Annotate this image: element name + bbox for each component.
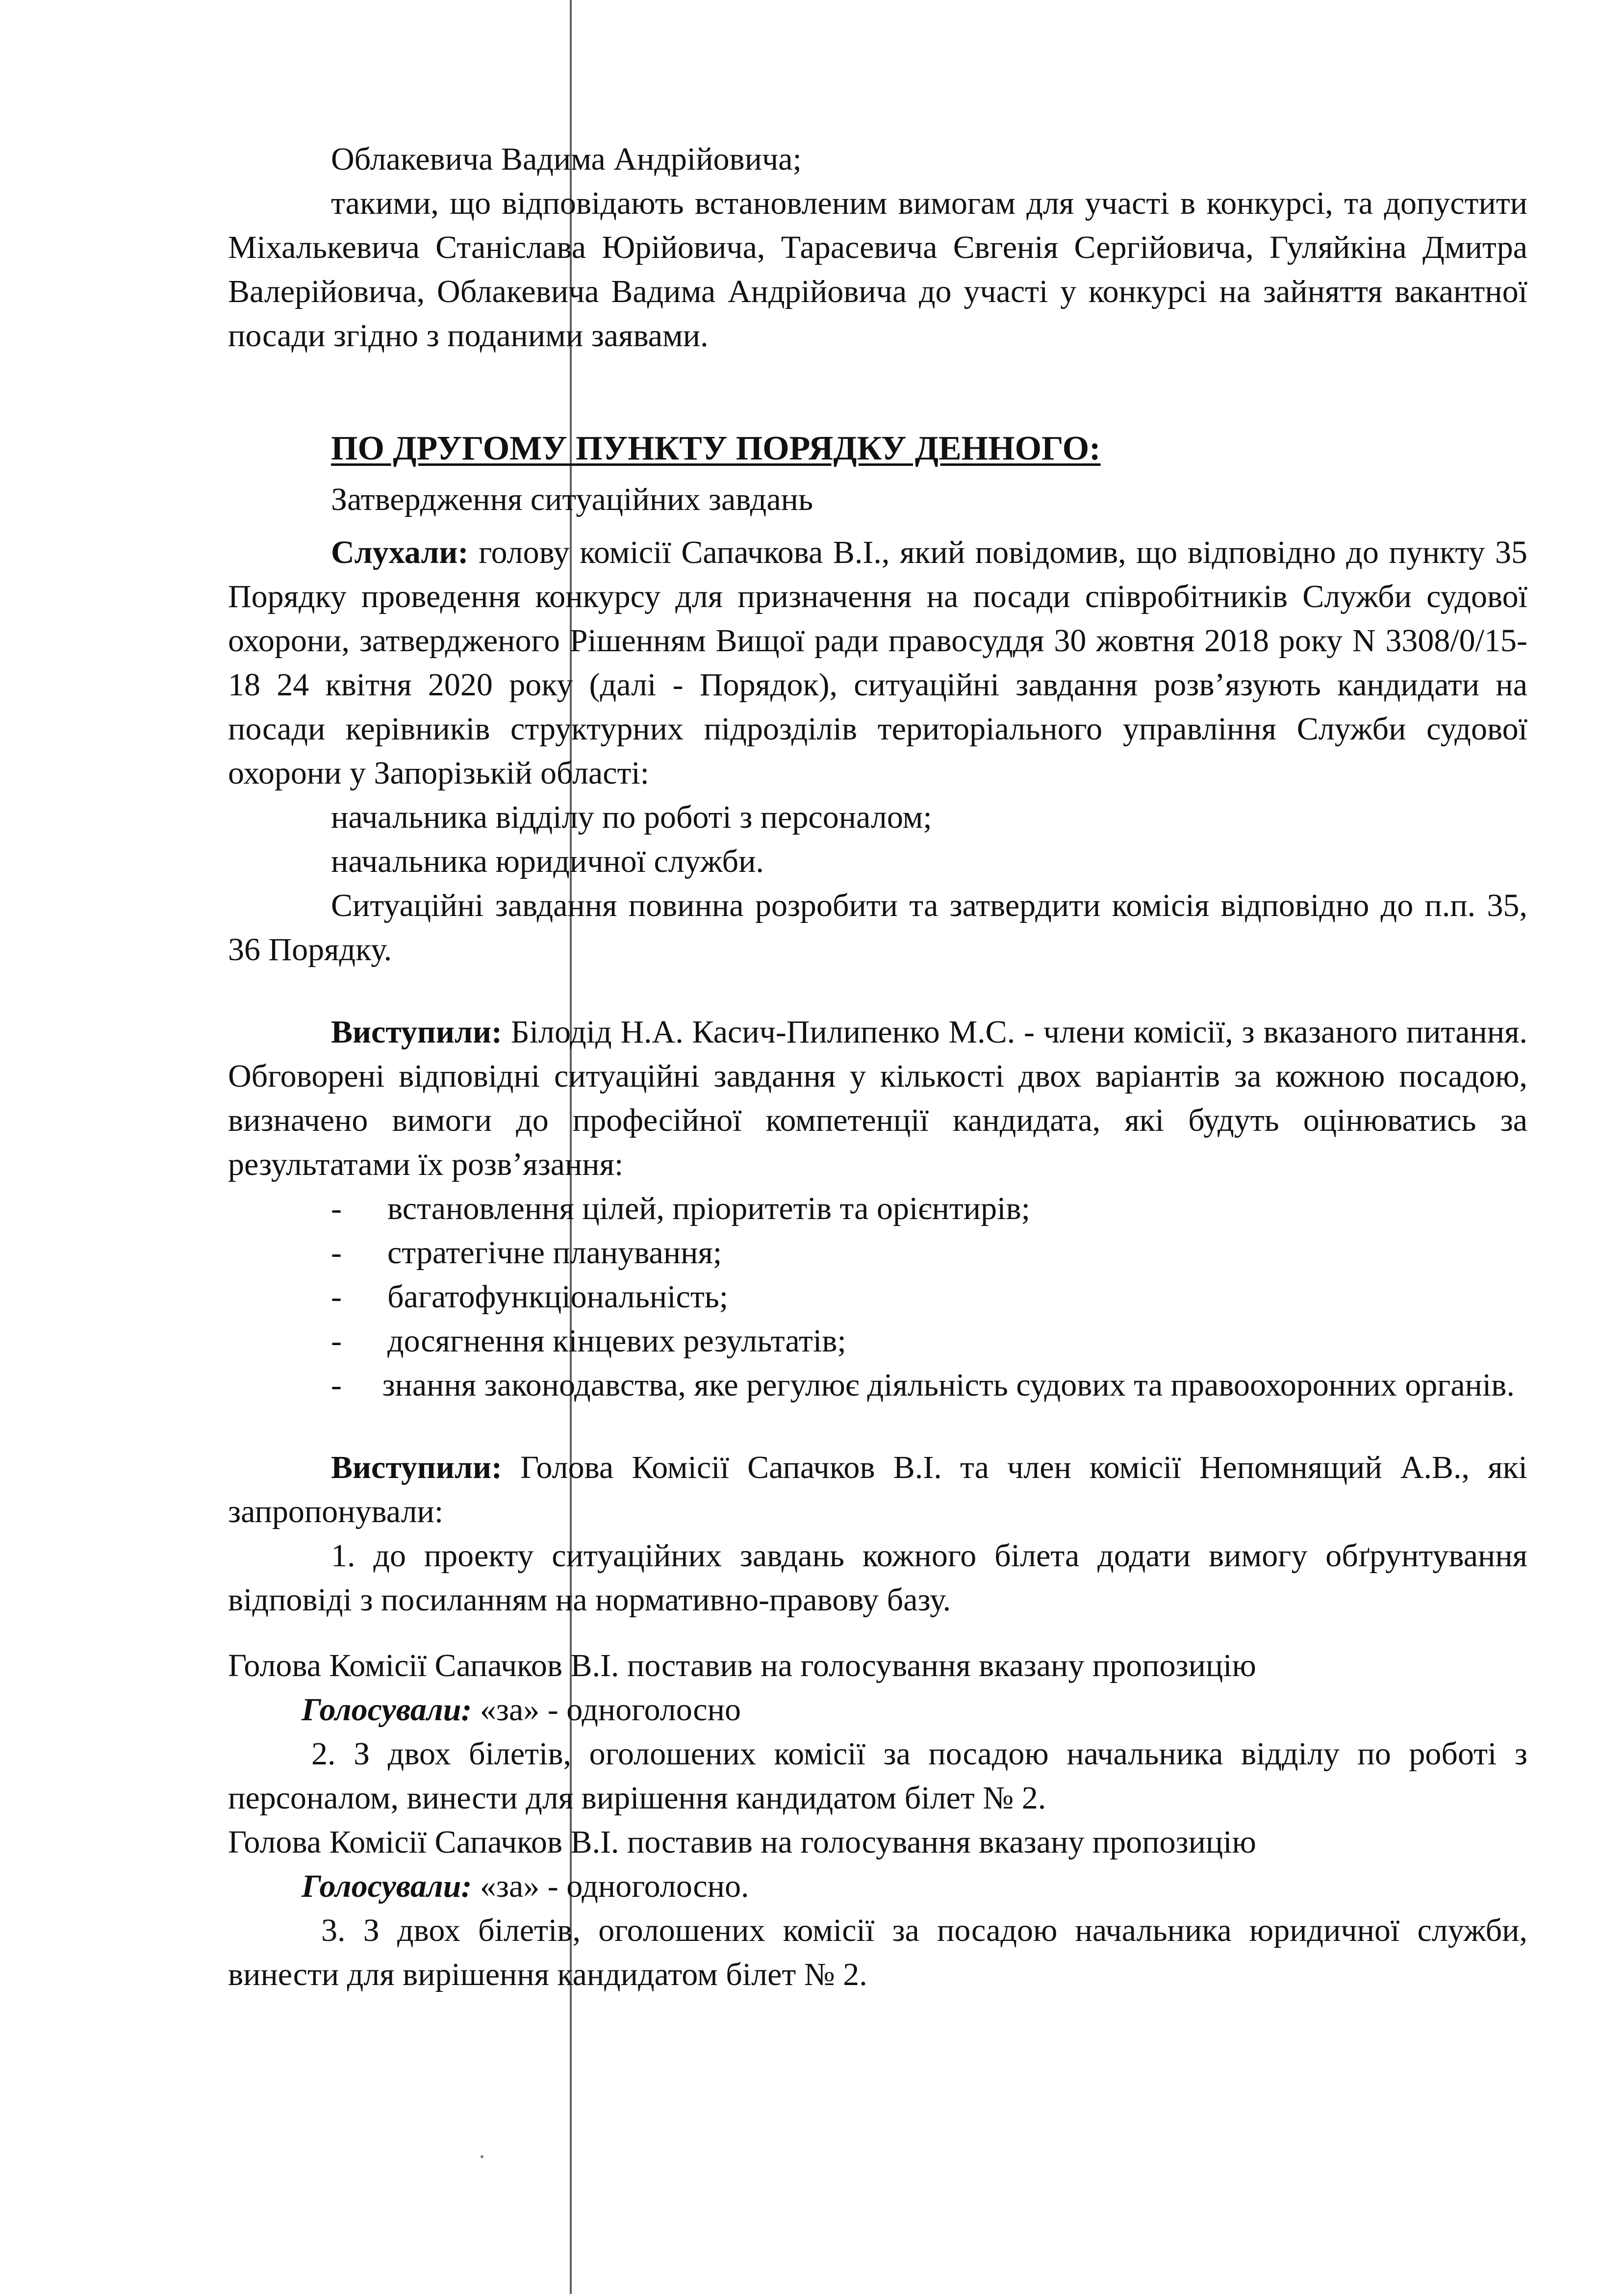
scan-speck bbox=[481, 2155, 483, 2158]
requirement-text: встановлення цілей, пріоритетів та орієнтирів; bbox=[387, 1191, 1030, 1226]
requirement-item bbox=[228, 1319, 1527, 1363]
requirement-item bbox=[228, 1231, 1527, 1275]
requirement-text: знання законодавства, яке регулює діяльність судових та правоохоронних органів. bbox=[382, 1367, 1515, 1403]
dash-marker: - bbox=[331, 1279, 342, 1315]
position-item-2: начальника юридичної служби. bbox=[331, 843, 764, 879]
requirement-text: багатофункціональність; bbox=[387, 1279, 729, 1315]
proposal-2: 2. З двох білетів, оголошених комісії за посадою начальника відділу по роботі з персоналом, винести для вирішення кандидатом білет № 2. bbox=[228, 1736, 1527, 1816]
requirement-item-5 bbox=[228, 1363, 1527, 1407]
dash-marker: - bbox=[331, 1191, 342, 1226]
voted-value-2: «за» - одноголосно. bbox=[472, 1868, 749, 1904]
voted-label-1: Голосували: bbox=[302, 1692, 472, 1728]
spoke-text-2: Голова Комісії Сапачков В.І. та член комісії Непомнящий А.В., які запропонували: bbox=[228, 1450, 1527, 1529]
speakers-paragraph-1 bbox=[228, 1010, 1527, 1187]
heard-text: голову комісії Сапачкова В.І., який повідомив, що відповідно до пункту 35 Порядку проведення конкурсу для призначення на посади співробітників Служби судової охорони, затвердженого Рішенням Вищої ради правосуддя 30 жовтня 2018 року N 3308/0/15-18 24 квітня 2020 року (далі - Порядок), ситуаційні завдання розв’язують кандидати на посади керівників структурних підрозділів територіального управління Служби судової охорони у Запорізькій області: bbox=[228, 535, 1527, 791]
vote-put-line-2: Голова Комісії Сапачков В.І. поставив на голосування вказану пропозицію bbox=[228, 1824, 1256, 1860]
vote-put-line-1: Голова Комісії Сапачков В.І. поставив на голосування вказану пропозицію bbox=[228, 1648, 1256, 1683]
requirement-item bbox=[228, 1187, 1527, 1231]
dash-marker: - bbox=[331, 1235, 342, 1271]
voted-value-1: «за» - одноголосно bbox=[472, 1692, 741, 1728]
heard-label: Слухали: bbox=[331, 535, 469, 570]
spoke-label-2: Виступили: bbox=[331, 1450, 502, 1485]
requirement-item bbox=[228, 1275, 1527, 1319]
admission-paragraph: такими, що відповідають встановленим вимогам для участі в конкурсі, та допустити Міхалькевича Станіслава Юрійовича, Тарасевича Євгенія Сергійовича, Гуляйкіна Дмитра Валерійовича, Облакевича Вадима Андрійовича до участі у конкурсі на зайняття вакантної посади згідно з поданими заявами. bbox=[228, 185, 1527, 354]
dash-marker: - bbox=[331, 1367, 342, 1403]
spoke-label-1: Виступили: bbox=[331, 1014, 502, 1050]
proposal-1: 1. до проекту ситуаційних завдань кожного білета додати вимогу обґрунтування відповіді з посиланням на нормативно-правову базу. bbox=[228, 1538, 1527, 1618]
candidate-name-line: Облакевича Вадима Андрійовича; bbox=[331, 141, 802, 177]
speakers-paragraph-2 bbox=[228, 1446, 1527, 1534]
requirement-text: досягнення кінцевих результатів; bbox=[387, 1323, 846, 1359]
voted-label-2: Голосували: bbox=[302, 1868, 472, 1904]
agenda-item-heading: ПО ДРУГОМУ ПУНКТУ ПОРЯДКУ ДЕННОГО: bbox=[331, 430, 1101, 467]
requirement-text: стратегічне планування; bbox=[387, 1235, 722, 1271]
situational-tasks-paragraph: Ситуаційні завдання повинна розробити та затвердити комісія відповідно до п.п. 35, 36 Порядку. bbox=[228, 888, 1527, 968]
vote-result-1 bbox=[228, 1688, 1527, 1732]
agenda-item-subheading: Затвердження ситуаційних завдань bbox=[331, 482, 813, 517]
vote-result-2 bbox=[228, 1864, 1527, 1909]
heard-paragraph bbox=[228, 531, 1527, 795]
proposal-3: 3. З двох білетів, оголошених комісії за посадою начальника юридичної служби, винести для вирішення кандидатом білет № 2. bbox=[228, 1912, 1527, 1992]
position-item-1: начальника відділу по роботі з персоналом; bbox=[331, 799, 932, 835]
dash-marker: - bbox=[331, 1323, 342, 1359]
spoke-text-1: Білодід Н.А. Касич-Пилипенко М.С. - члени комісії, з вказаного питання. Обговорені відповідні ситуаційні завдання у кількості двох варіантів за кожною посадою, визначено вимоги до професійної компетенції кандидата, які будуть оцінюватись за результатами їх розв’язання: bbox=[228, 1014, 1527, 1182]
document-page bbox=[228, 137, 1527, 1997]
